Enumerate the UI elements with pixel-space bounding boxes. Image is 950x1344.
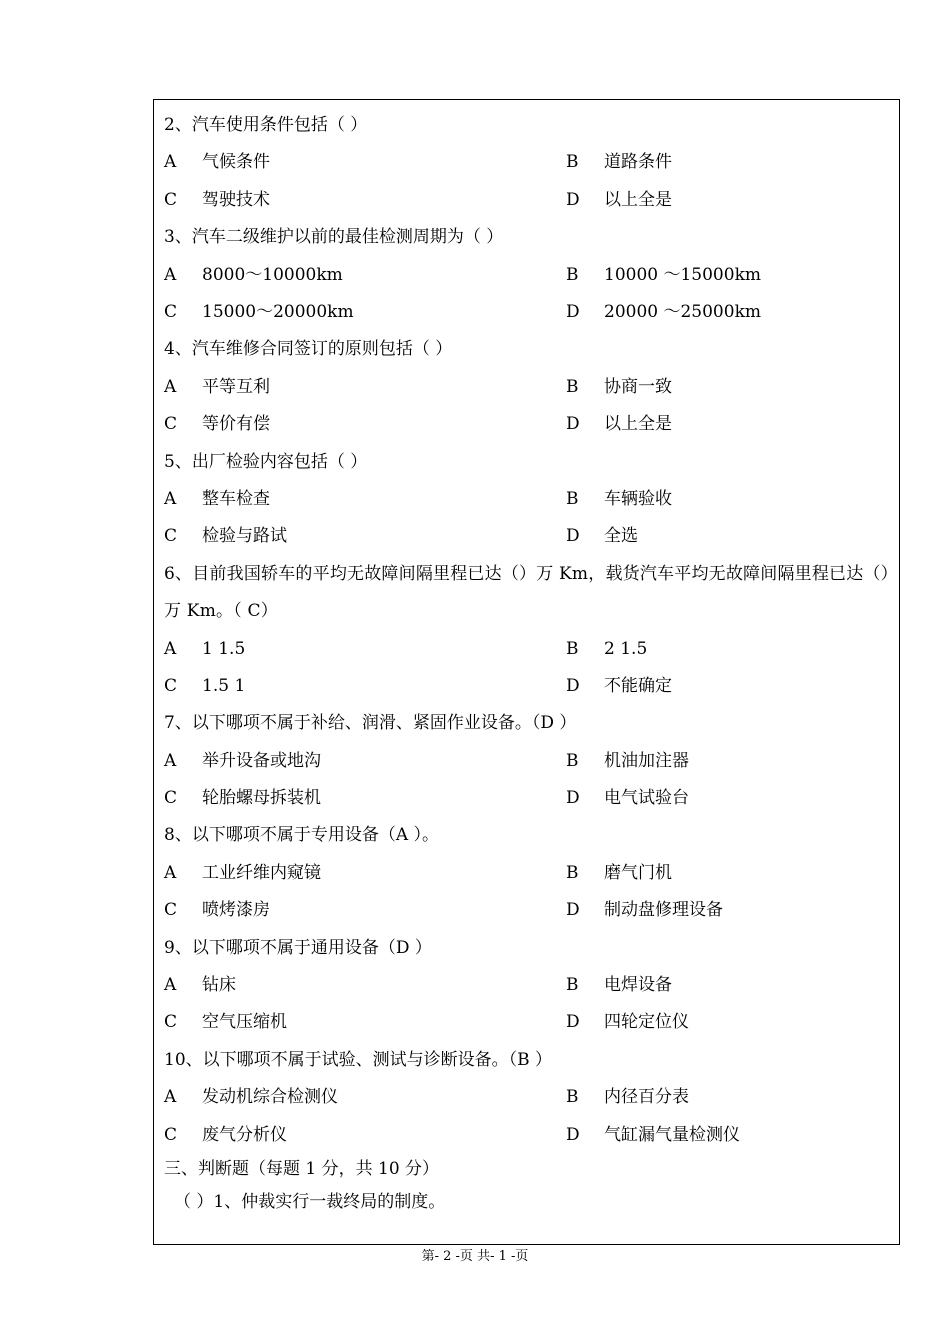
option-text: 制动盘修理设备 (604, 900, 723, 921)
option-letter: B (566, 638, 579, 659)
option-row (164, 518, 891, 555)
option-text: 8000～10000km (202, 264, 343, 285)
option (566, 518, 638, 555)
option-text: 钻床 (202, 975, 236, 996)
option-letter: A (164, 152, 177, 173)
option-letter: A (164, 862, 177, 883)
option (164, 257, 343, 294)
option-text: 道路条件 (604, 152, 672, 173)
option-text: 20000 ～25000km (604, 301, 761, 322)
option-text: 全选 (604, 526, 638, 547)
option-text: 2 1.5 (604, 638, 648, 659)
option-text: 以上全是 (604, 414, 672, 435)
option-row (164, 182, 891, 219)
question-stem: 2、汽车使用条件包括（ ） (164, 115, 368, 135)
option-letter: D (566, 900, 580, 921)
option-text: 内径百分表 (604, 1087, 689, 1108)
section-title: 三、判断题（每题 1 分，共 10 分） (164, 1158, 440, 1179)
option-text: 10000 ～15000km (604, 264, 761, 285)
page-footer: 第- 2 -页 共- 1 -页 (421, 1249, 529, 1264)
option-letter: C (164, 189, 178, 210)
option-row (164, 144, 891, 181)
option-text: 机油加注器 (604, 750, 689, 771)
option-letter: D (566, 301, 580, 322)
option-letter: C (164, 1124, 178, 1145)
option (566, 855, 672, 892)
option-row (164, 631, 891, 668)
option (566, 743, 689, 780)
option-letter: C (164, 301, 178, 322)
option (164, 631, 245, 668)
option (164, 369, 270, 406)
question-stem: 7、以下哪项不属于补给、润滑、紧固作业设备。（D ） (164, 713, 577, 734)
option-text: 空气压缩机 (202, 1012, 287, 1033)
option-letter: C (164, 675, 178, 696)
question-stem: 10、以下哪项不属于试验、测试与诊断设备。（B ） (164, 1049, 553, 1070)
option (164, 743, 321, 780)
option-text: 废气分析仪 (202, 1124, 287, 1145)
option-letter: C (164, 414, 178, 435)
question-stem: 6、目前我国轿车的平均无故障间隔里程已达（）万 Km，载货汽车平均无故障间隔里程已达（）万 Km。（ C） (164, 563, 890, 622)
option-row (164, 294, 891, 331)
option-row (164, 668, 891, 705)
option (164, 892, 270, 929)
option (566, 1079, 689, 1116)
option-letter: B (566, 975, 579, 996)
option (164, 1079, 338, 1116)
question-stem: 8、以下哪项不属于专用设备（A ）。 (164, 825, 439, 846)
option-text: 四轮定位仪 (604, 1012, 689, 1033)
true-false-item: （ ）1、仲裁实行一裁终局的制度。 (174, 1191, 446, 1212)
option-letter: D (566, 1124, 580, 1145)
option-letter: A (164, 264, 177, 285)
question-stem: 9、以下哪项不属于通用设备（D ） (164, 937, 432, 958)
option-text: 1 1.5 (202, 638, 246, 659)
option-letter: C (164, 1012, 178, 1033)
option (566, 481, 672, 518)
question-stem: 3、汽车二级维护以前的最佳检测周期为（ ） (164, 227, 504, 248)
option (566, 892, 723, 929)
option (164, 1117, 287, 1154)
option-letter: C (164, 526, 178, 547)
option-text: 检验与路试 (202, 526, 287, 547)
option-text: 15000～20000km (202, 301, 354, 322)
option-text: 电焊设备 (604, 975, 672, 996)
option-text: 车辆验收 (604, 488, 672, 509)
option-letter: D (566, 1012, 580, 1033)
option (164, 518, 287, 555)
option-text: 电气试验台 (604, 788, 689, 809)
option (566, 257, 761, 294)
option (566, 144, 672, 181)
option-text: 整车检查 (202, 488, 270, 509)
option-text: 气缸漏气量检测仪 (604, 1124, 740, 1145)
option-letter: A (164, 376, 177, 397)
option-row (164, 967, 891, 1004)
option-letter: C (164, 900, 178, 921)
question-stem: 4、汽车维修合同签订的原则包括（ ） (164, 339, 453, 360)
option-text: 平等互利 (202, 376, 270, 397)
option-text: 发动机综合检测仪 (202, 1087, 338, 1108)
option-row (164, 743, 891, 780)
option-letter: A (164, 750, 177, 771)
option-letter: A (164, 1087, 177, 1108)
option-row (164, 1079, 891, 1116)
option (566, 1117, 740, 1154)
option-row (164, 780, 891, 817)
option (164, 1004, 287, 1041)
question-stem: 5、出厂检验内容包括（ ） (164, 451, 368, 472)
option-letter: D (566, 189, 580, 210)
option-row (164, 406, 891, 443)
option (566, 369, 672, 406)
option (164, 294, 354, 331)
option-letter: B (566, 376, 579, 397)
option-text: 驾驶技术 (202, 189, 270, 210)
option-row (164, 481, 891, 518)
option-letter: C (164, 788, 178, 809)
option-row (164, 369, 891, 406)
option (164, 668, 245, 705)
option (164, 780, 321, 817)
option-letter: B (566, 152, 579, 173)
option-letter: D (566, 675, 580, 696)
option-letter: A (164, 638, 177, 659)
option (566, 294, 761, 331)
option-letter: A (164, 488, 177, 509)
option (164, 481, 270, 518)
option (164, 182, 270, 219)
option (164, 144, 270, 181)
option (566, 780, 689, 817)
option-text: 轮胎螺母拆装机 (202, 788, 321, 809)
option-text: 不能确定 (604, 675, 672, 696)
option-row (164, 1004, 891, 1041)
option-text: 举升设备或地沟 (202, 750, 321, 771)
option (566, 668, 672, 705)
option (164, 855, 321, 892)
option-letter: B (566, 750, 579, 771)
option-text: 以上全是 (604, 189, 672, 210)
option-letter: A (164, 975, 177, 996)
option (566, 631, 647, 668)
option-letter: B (566, 488, 579, 509)
option (164, 406, 270, 443)
option-letter: B (566, 862, 579, 883)
option-text: 工业纤维内窥镜 (202, 862, 321, 883)
option-text: 喷烤漆房 (202, 900, 270, 921)
option (566, 406, 672, 443)
option-letter: D (566, 788, 580, 809)
option-letter: D (566, 526, 580, 547)
option-row (164, 257, 891, 294)
option-letter: B (566, 264, 579, 285)
option-row (164, 892, 891, 929)
option (164, 967, 236, 1004)
option-letter: D (566, 414, 580, 435)
option-text: 磨气门机 (604, 862, 672, 883)
option (566, 1004, 689, 1041)
option (566, 182, 672, 219)
option (566, 967, 672, 1004)
option-text: 等价有偿 (202, 414, 270, 435)
exam-frame (153, 99, 900, 1245)
option-row (164, 855, 891, 892)
option-text: 气候条件 (202, 152, 270, 173)
option-text: 1.5 1 (202, 675, 246, 696)
option-letter: B (566, 1087, 579, 1108)
option-text: 协商一致 (604, 376, 672, 397)
option-row (164, 1117, 891, 1154)
exam-content (164, 107, 891, 1221)
